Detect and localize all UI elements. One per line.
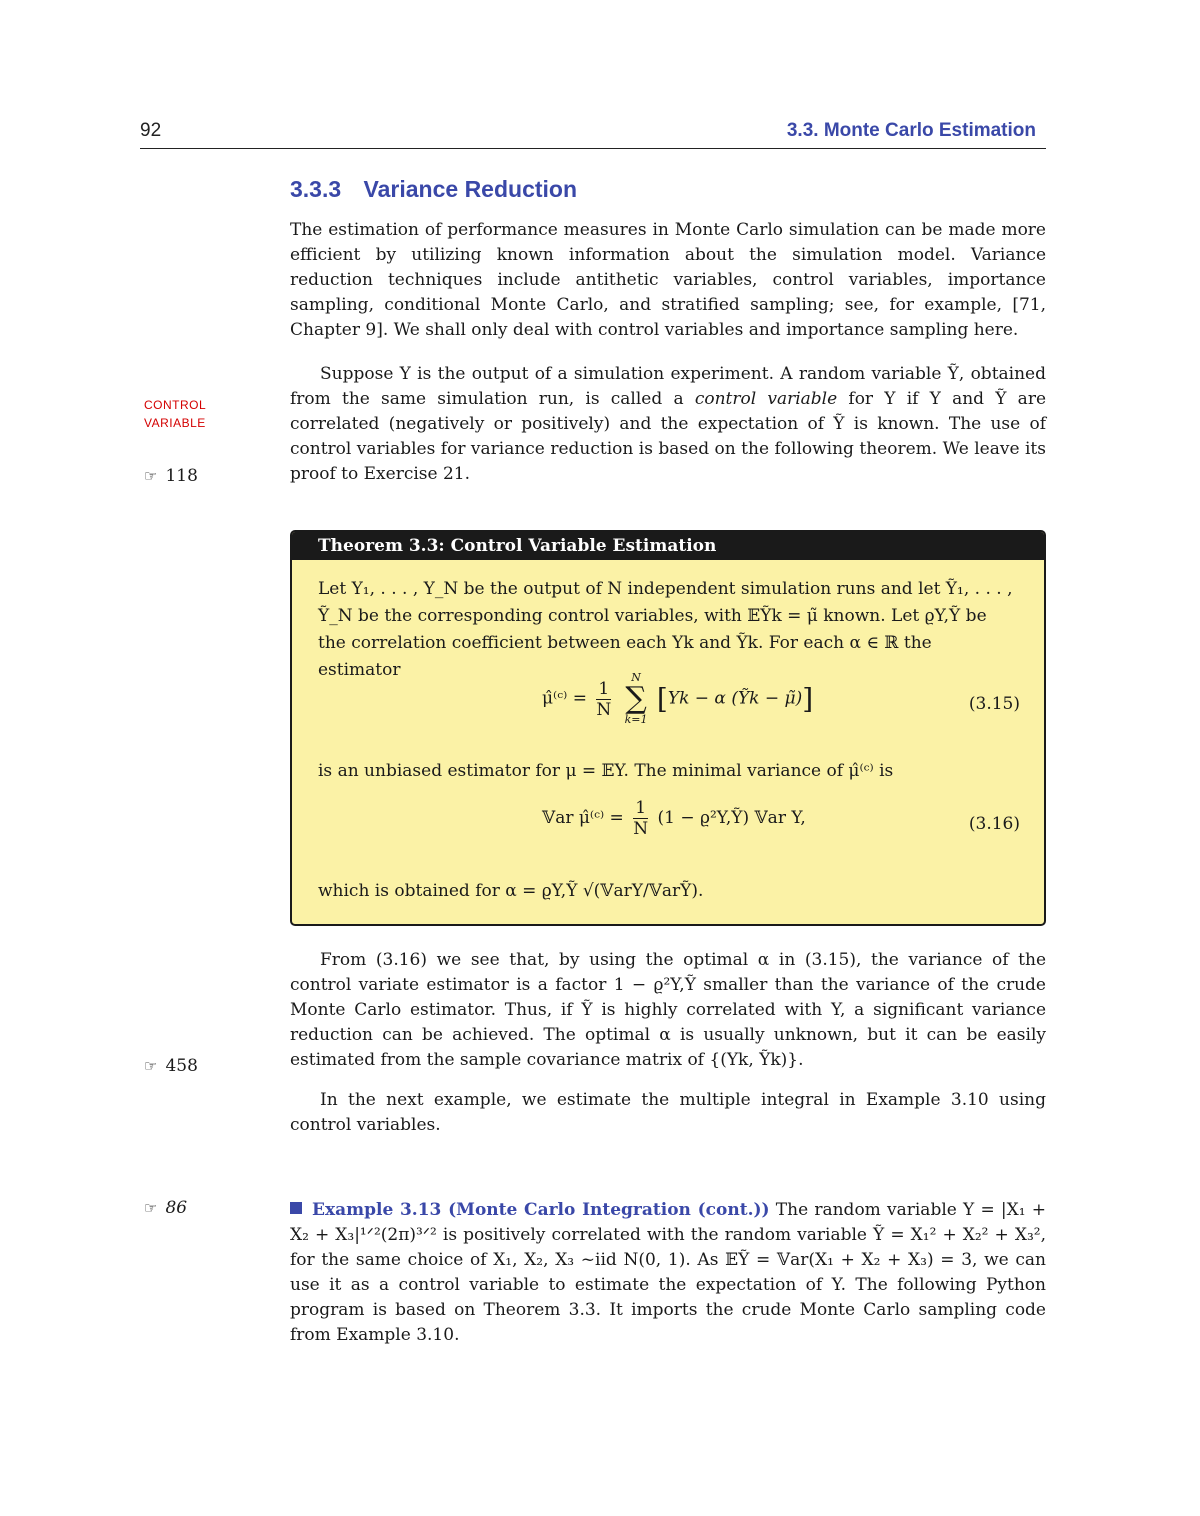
pointing-hand-icon: ☞ <box>144 467 158 485</box>
margin-note-line2: VARIABLE <box>144 416 206 430</box>
eq1-body: Yk − α (Ỹk − μ̃) <box>667 688 803 709</box>
equation-3-16 <box>542 798 806 839</box>
eq1-fraction: $\frac{1}{N}$ <box>596 678 612 720</box>
section-title: Variance Reduction <box>363 176 578 202</box>
theorem-closing: which is obtained for α = ϱY,Ỹ √(𝕍arY/𝕍arỸ). <box>318 881 704 901</box>
equation-number-3-16: (3.16) <box>968 814 1020 834</box>
running-title: 3.3. Monte Carlo Estimation <box>786 120 1036 141</box>
section-heading <box>290 176 577 203</box>
theorem-middle: is an unbiased estimator for μ = 𝔼Y. The minimal variance of μ̂⁽ᶜ⁾ is <box>318 761 894 781</box>
running-header <box>140 120 1046 149</box>
theorem-intro: Let Y₁, . . . , Y_N be the output of N independent simulation runs and let Ỹ₁, . . . , Ỹ_N be the corresponding control variables, with 𝔼Ỹk = μ̃ known. Let ϱY,Ỹ be the correlation coefficient between each Yk and Ỹk. For each α ∈ ℝ the estimator <box>318 579 1013 680</box>
section-number: 3.3.3 <box>290 176 342 202</box>
eq2-lhs: 𝕍ar μ̂⁽ᶜ⁾ = <box>542 808 624 828</box>
paragraph-variance-factor: From (3.16) we see that, by using the optimal α in (3.15), the variance of the control variate estimator is a factor 1 − ϱ²Y,Ỹ smaller than the variance of the crude Monte Carlo estimator. Thus, if Ỹ is highly correlated with Y, a significant variance reduction can be achieved. The optimal α is usually unknown, but it can be easily estimated from the sample covariance matrix of {(Yk, Ỹk)}. <box>290 950 1046 1070</box>
eq2-rhs: (1 − ϱ²Y,Ỹ) 𝕍ar Y, <box>657 808 806 828</box>
example-text: The random variable Y = |X₁ + X₂ + X₃|¹ᐟ²(2π)³ᐟ² is positively correlated with the random variable Ỹ = X₁² + X₂² + X₃², for the same choice of X₁, X₂, X₃ ~iid N(0, 1). As 𝔼Ỹ = 𝕍ar(X₁ + X₂ + X₃) = 3, we can use it as a control variable to estimate the expectation of Y. The following Python program is based on Theorem 3.3. It imports the crude Monte Carlo sampling code from Example 3.10. <box>290 1200 1046 1345</box>
example-title: Example 3.13 (Monte Carlo Integration (cont.)) <box>312 1200 770 1220</box>
eq1-summation: N ∑ k=1 <box>624 671 648 726</box>
example-square-icon <box>290 1202 302 1214</box>
page-number: 92 <box>140 120 162 141</box>
margin-ref-118[interactable]: ☞ 118 <box>144 466 198 486</box>
paragraph-control-variable <box>290 362 1046 487</box>
paragraph-control-variable-a: Suppose Y is the output of a simulation experiment. A random variable Ỹ, obtained from the same simulation run, is called a <box>290 364 1046 409</box>
paragraph-next-example: In the next example, we estimate the multiple integral in Example 3.10 using control variables. <box>290 1090 1046 1135</box>
pointing-hand-icon: ☞ <box>144 1199 158 1217</box>
eq1-lhs: μ̂⁽ᶜ⁾ = <box>542 688 587 709</box>
margin-ref-86[interactable]: ☞ 86 <box>144 1198 188 1218</box>
margin-ref-458[interactable]: ☞ 458 <box>144 1056 198 1076</box>
control-variable-term: control variable <box>694 389 838 409</box>
equation-number-3-15: (3.15) <box>968 694 1020 714</box>
margin-note-line1: CONTROL <box>144 398 207 412</box>
margin-note-control-variable <box>144 396 206 432</box>
pointing-hand-icon: ☞ <box>144 1057 158 1075</box>
equation-3-15: μ̂⁽ᶜ⁾ = $\frac{1}{N}$ N ∑ k=1 [Yk − α (Ỹk − μ̃)] <box>542 671 814 726</box>
example-3-13 <box>290 1198 1046 1348</box>
paragraph-intro: The estimation of performance measures in Monte Carlo simulation can be made more efficient by utilizing known information about the simulation model. Variance reduction techniques include antithetic variables, control variables, importance sampling, conditional Monte Carlo, and stratified sampling; see, for example, [71, Chapter 9]. We shall only deal with control variables and importance sampling here. <box>290 220 1046 340</box>
sigma-symbol: ∑ <box>625 681 647 716</box>
eq2-fraction: $\frac{1}{N}$ <box>633 798 649 839</box>
theorem-box <box>290 530 1046 926</box>
paragraph-control-variable-b: for Y if Y and Ỹ are correlated (negatively or positively) and the expectation of Ỹ is known. The use of control variables for variance reduction is based on the following theorem. We leave its proof to Exercise 21. <box>290 389 1047 484</box>
theorem-title: Theorem 3.3: Control Variable Estimation <box>292 532 1044 560</box>
